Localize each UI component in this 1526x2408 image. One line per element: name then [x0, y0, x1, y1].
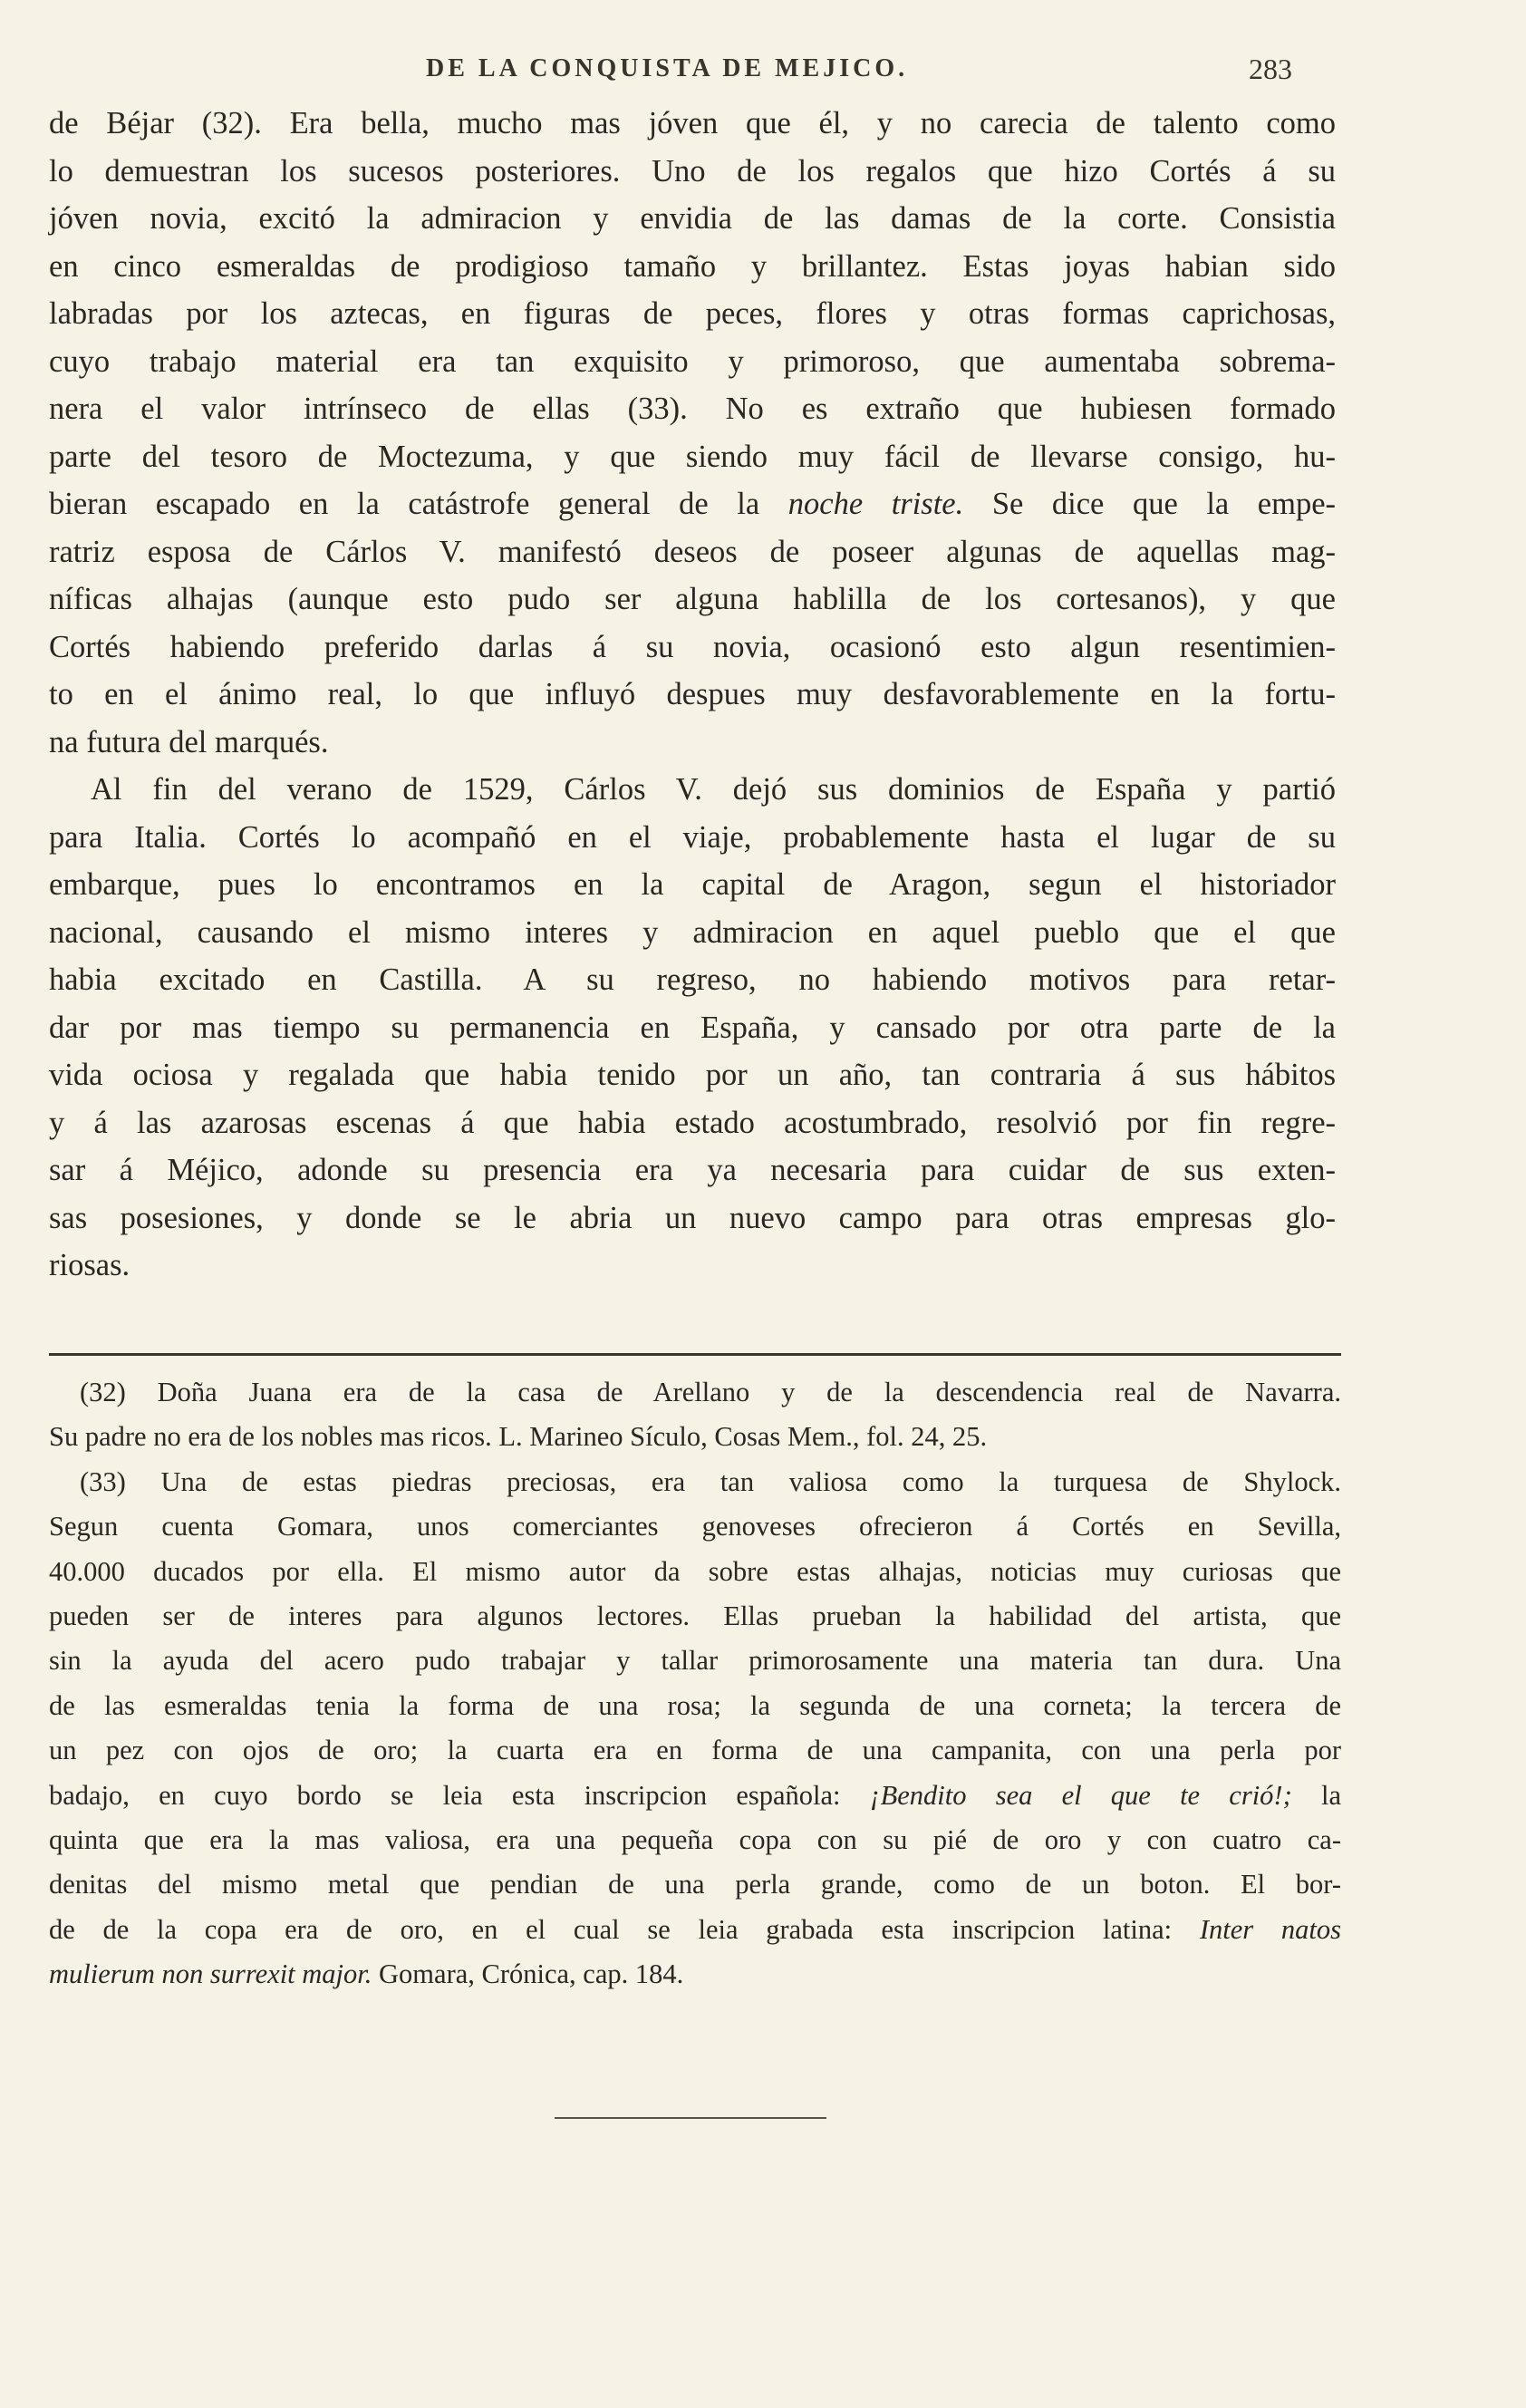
text-line: Cortés habiendo preferido darlas á su novia, ocasionó esto algun resentimien- — [49, 629, 1336, 664]
footnote-line — [49, 1908, 1341, 1952]
body-text — [49, 100, 1336, 1290]
footnote-divider — [49, 1353, 1341, 1356]
text-line: en cinco esmeraldas de prodigioso tamaño y brillantez. Estas joyas habian sido — [49, 248, 1336, 284]
running-title: DE LA CONQUISTA DE MEJICO. — [426, 54, 909, 82]
italic-inscription: Inter natos — [1199, 1913, 1342, 1945]
footnote-line: 40.000 ducados por ella. El mismo autor da sobre estas alhajas, noticias muy curiosas que — [49, 1555, 1341, 1587]
text-line: na futura del marqués. — [49, 724, 329, 759]
footnote-line: Segun cuenta Gomara, unos comerciantes genoveses ofrecieron á Cortés en Sevilla, — [49, 1511, 1341, 1542]
text-line — [49, 480, 1336, 528]
text-fragment: bieran escapado en la catástrofe general de la — [49, 487, 760, 521]
footnote-line: un pez con ojos de oro; la cuarta era en forma de una campanita, con una perla por — [49, 1735, 1341, 1766]
text-line: Al fin del verano de 1529, Cárlos V. dejó sus dominios de España y partió — [91, 772, 1336, 807]
text-line: cuyo trabajo material era tan exquisito y primoroso, que aumentaba sobrema- — [49, 343, 1336, 379]
text-fragment: Gomara, Crónica, cap. 184. — [379, 1958, 684, 1990]
footnote-line: de las esmeraldas tenia la forma de una rosa; la segunda de una corneta; la tercera de — [49, 1689, 1341, 1721]
italic-inscription: ¡Bendito sea el que te crió!; — [869, 1779, 1292, 1811]
text-line: nacional, causando el mismo interes y admiracion en aquel pueblo que el que — [49, 914, 1336, 950]
footnote-line: (33) Una de estas piedras preciosas, era tan valiosa como la turquesa de Shylock. — [80, 1465, 1341, 1497]
footnote-line: (32) Doña Juana era de la casa de Arellano y de la descendencia real de Navarra. — [80, 1377, 1341, 1407]
text-line: sar á Méjico, adonde su presencia era ya necesaria para cuidar de sus exten- — [49, 1153, 1336, 1187]
text-fragment: la — [1320, 1779, 1341, 1811]
page-header — [0, 53, 1526, 89]
text-line: nera el valor intrínseco de ellas (33). No es extraño que hubiesen formado — [49, 392, 1336, 426]
text-fragment: de de la copa era de oro, en el cual se leia grabada esta inscripcion latina: — [49, 1913, 1173, 1945]
footnote-line — [49, 1952, 1341, 1997]
text-line: ratriz esposa de Cárlos V. manifestó deseos de poseer algunas de aquellas mag- — [49, 534, 1336, 569]
footnote-line — [49, 1774, 1341, 1818]
text-fragment: badajo, en cuyo bordo se leia esta inscripcion española: — [49, 1779, 841, 1811]
text-line: lo demuestran los sucesos posteriores. Uno de los regalos que hizo Cortés á su — [49, 153, 1336, 189]
footnote-line: pueden ser de interes para algunos lectores. Ellas prueban la habilidad del artista, que — [49, 1600, 1341, 1631]
text-line: parte del tesoro de Moctezuma, y que siendo muy fácil de llevarse consigo, hu- — [49, 439, 1336, 474]
italic-phrase: noche triste. — [787, 487, 964, 521]
text-line: labradas por los aztecas, en figuras de peces, flores y otras formas caprichosas, — [49, 296, 1336, 331]
text-line: vida ociosa y regalada que habia tenido por un año, tan contraria á sus hábitos — [49, 1058, 1336, 1092]
text-fragment: Se dice que la empe- — [991, 487, 1337, 521]
text-line: jóven novia, excitó la admiracion y envidia de las damas de la corte. Consistia — [49, 201, 1336, 236]
text-line: dar por mas tiempo su permanencia en España, y cansado por otra parte de la — [49, 1010, 1336, 1045]
text-line: níficas alhajas (aunque esto pudo ser alguna hablilla de los cortesanos), y que — [49, 582, 1336, 616]
text-line: riosas. — [49, 1248, 130, 1282]
text-line: sas posesiones, y donde se le abria un nuevo campo para otras empresas glo- — [49, 1200, 1336, 1235]
footnotes — [49, 1370, 1341, 1997]
page-number: 283 — [1249, 53, 1292, 85]
end-rule — [555, 2117, 826, 2119]
text-line: embarque, pues lo encontramos en la capital de Aragon, segun el historiador — [49, 867, 1336, 902]
text-line: de Béjar (32). Era bella, mucho mas jóven que él, y no carecia de talento como — [49, 106, 1336, 140]
footnote-line: denitas del mismo metal que pendian de una perla grande, como de un boton. El bor- — [49, 1869, 1341, 1900]
footnote-line: quinta que era la mas valiosa, era una pequeña copa con su pié de oro y con cuatro ca- — [49, 1823, 1341, 1855]
footnote-line: sin la ayuda del acero pudo trabajar y tallar primorosamente una materia tan dura. Una — [49, 1645, 1341, 1677]
text-line: habia excitado en Castilla. A su regreso, no habiendo motivos para retar- — [49, 962, 1336, 997]
footnote-line: Su padre no era de los nobles mas ricos. L. Marineo Sículo, Cosas Mem., fol. 24, 25. — [49, 1421, 988, 1453]
text-line: para Italia. Cortés lo acompañó en el viaje, probablemente hasta el lugar de su — [49, 819, 1336, 855]
text-line: to en el ánimo real, lo que influyó despues muy desfavorablemente en la fortu- — [49, 677, 1336, 711]
italic-inscription: mulierum non surrexit major. — [49, 1958, 372, 1990]
text-line: y á las azarosas escenas á que habia estado acostumbrado, resolvió por fin regre- — [49, 1105, 1336, 1140]
